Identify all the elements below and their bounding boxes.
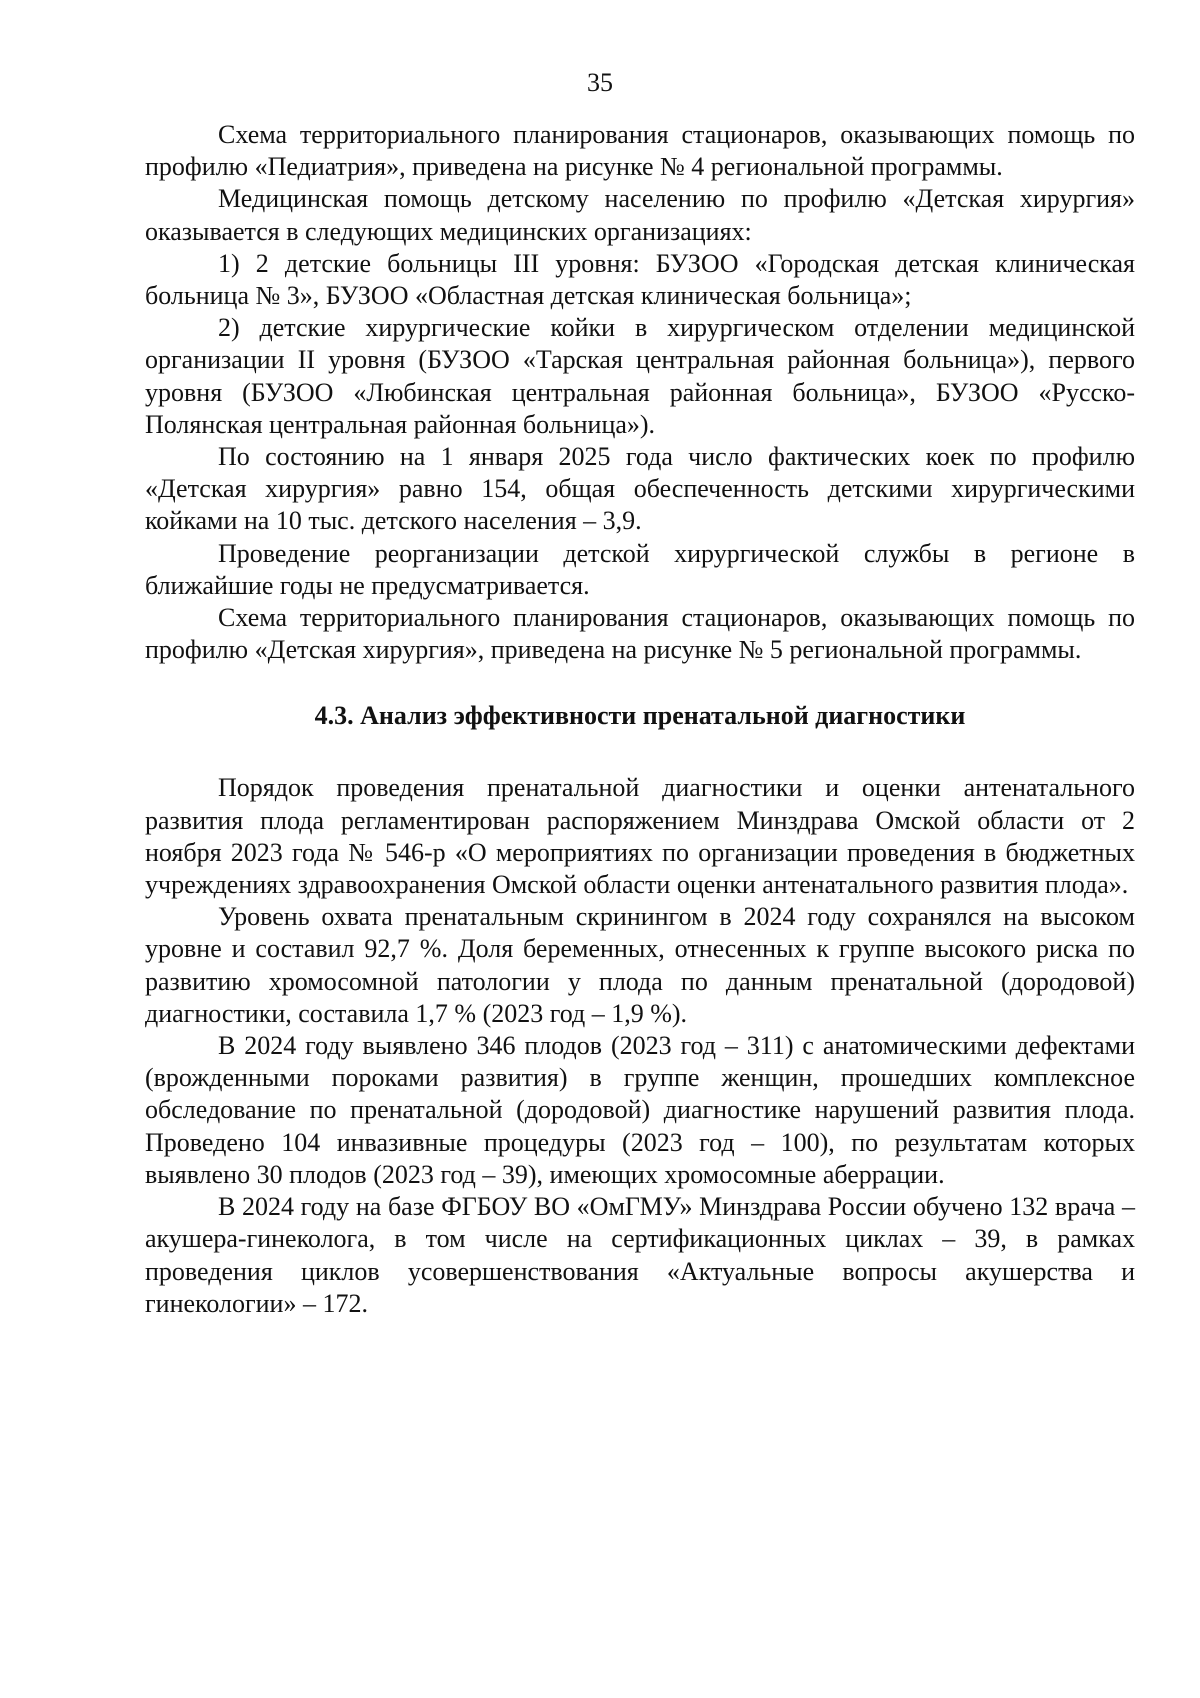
paragraph-screening-coverage: Уровень охвата пренатальным скринингом в 2024 году сохранялся на высоком уровне и составил 92,7 %. Доля беременных, отнесенных к группе высокого риска по развитию хромосомной патологии у плода по данным пренатальной (дородовой) диагностики, составила 1,7 % (2023 год – 1,9 %). — [145, 902, 1135, 1028]
paragraph-child-surgery-intro: Медицинская помощь детскому населению по профилю «Детская хирургия» оказывается в следующих медицинских организациях: — [145, 184, 1135, 246]
paragraph-pediatrics-scheme: Схема территориального планирования стационаров, оказывающих помощь по профилю «Педиатрия», приведена на рисунке № 4 региональной программы. — [145, 120, 1135, 182]
section-heading: 4.3. Анализ эффективности пренатальной диагностики — [314, 701, 966, 731]
paragraph-child-surgery-scheme: Схема территориального планирования стационаров, оказывающих помощь по профилю «Детская хирургия», приведена на рисунке № 5 региональной программы. — [145, 603, 1135, 665]
paragraph-anatomical-defects: В 2024 году выявлено 346 плодов (2023 год – 311) с анатомическими дефектами (врожденными пороками развития) в группе женщин, прошедших комплексное обследование по пренатальной (дородовой) диагностике нарушений развития плода. Проведено 104 инвазивные процедуры (2023 год – 100), по результатам которых выявлено 30 плодов (2023 год – 39), имеющих хромосомные аберрации. — [145, 1031, 1135, 1189]
document-body — [145, 119, 1135, 1320]
paragraph-doctor-training: В 2024 году на базе ФГБОУ ВО «ОмГМУ» Минздрава России обучено 132 врача – акушера-гинеколога, в том числе на сертификационных циклах – 39, в рамках проведения циклов усовершенствования «Актуальные вопросы акушерства и гинекологии» – 172. — [145, 1192, 1135, 1318]
paragraph-bed-count: По состоянию на 1 января 2025 года число фактических коек по профилю «Детская хирургия» равно 154, общая обеспеченность детскими хирургическими койками на 10 тыс. детского населения – 3,9. — [145, 442, 1135, 536]
list-item-level3-hospitals: 1) 2 детские больницы III уровня: БУЗОО «Городская детская клиническая больница № 3», БУЗОО «Областная детская клиническая больница»; — [145, 248, 1135, 311]
paragraph-reorganization: Проведение реорганизации детской хирургической службы в регионе в ближайшие годы не предусматривается. — [145, 538, 1135, 600]
list-item-surgical-beds: 2) детские хирургические койки в хирургическом отделении медицинской организации II уровня (БУЗОО «Тарская центральная районная больница»), первого уровня (БУЗОО «Любинская центральная районная больница», БУЗОО «Русско-Полянская центральная районная больница»). — [145, 313, 1135, 439]
paragraph-prenatal-order: Порядок проведения пренатальной диагностики и оценки антенатального развития плода регламентирован распоряжением Минздрава Омской области от 2 ноября 2023 года № 546-р «О мероприятиях по организации проведения в бюджетных учреждениях здравоохранения Омской области оценки антенатального развития плода». — [145, 773, 1135, 900]
page-number: 35 — [587, 68, 613, 97]
